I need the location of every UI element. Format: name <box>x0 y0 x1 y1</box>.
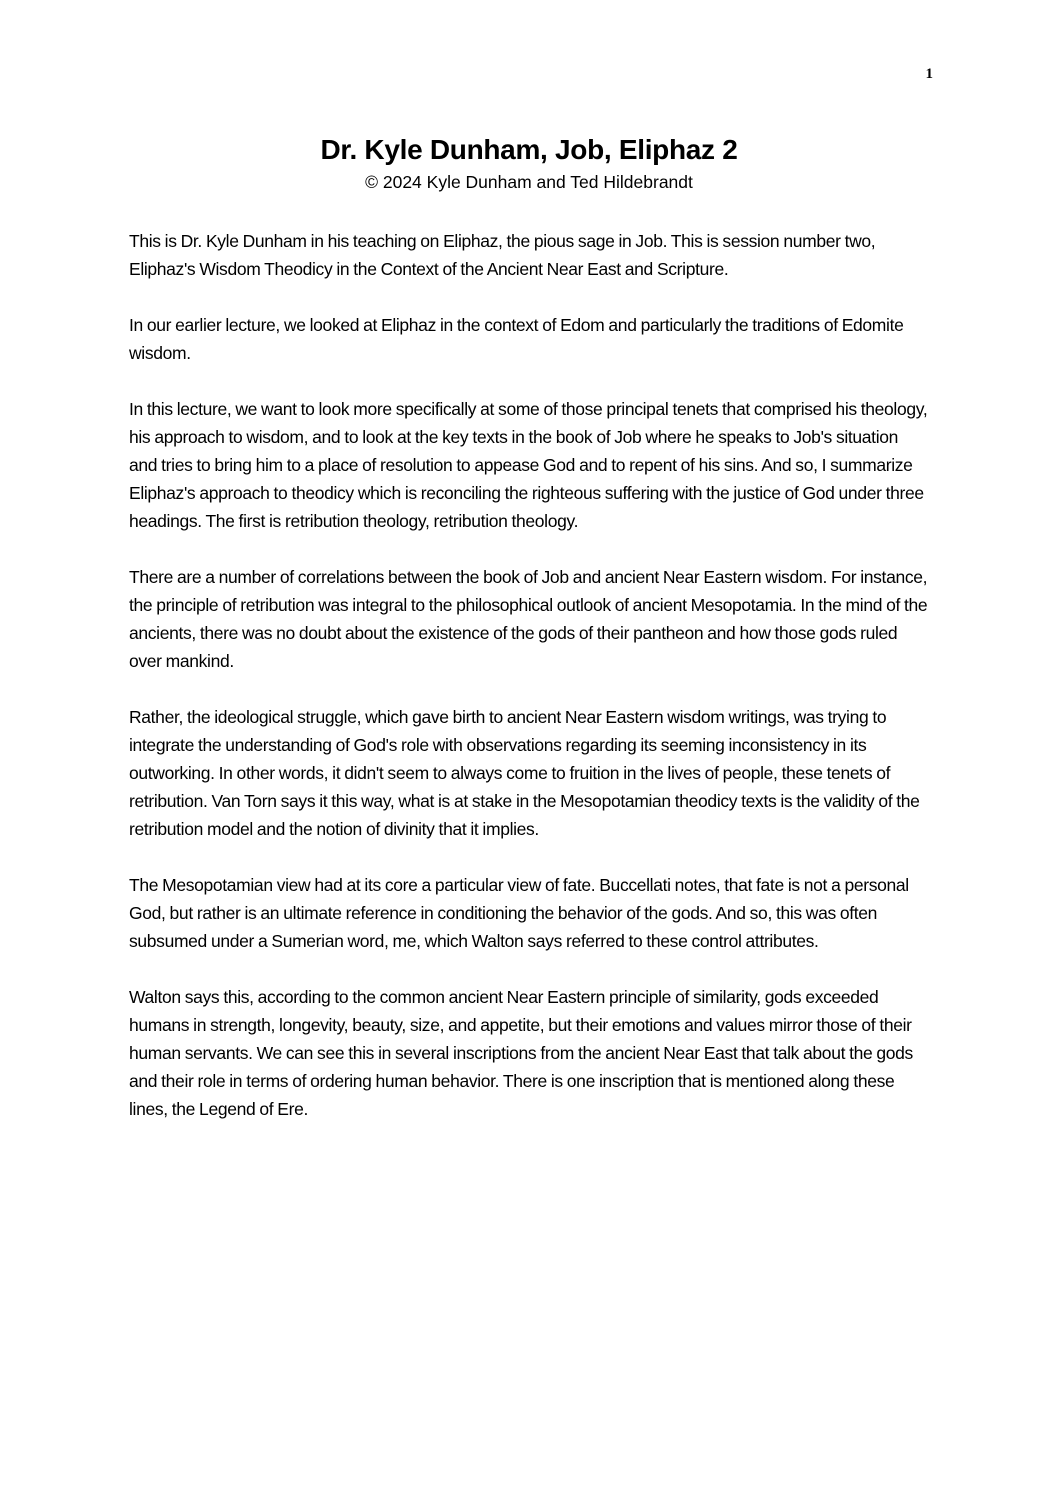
document-body <box>129 227 929 1151</box>
paragraph-correlations: There are a number of correlations between the book of Job and ancient Near Eastern wisdom. For instance, the principle of retribution was integral to the philosophical outlook of ancient Mesopotamia. In the mind of the ancients, there was no doubt about the existence of the gods of their pantheon and how those gods ruled over mankind. <box>129 567 928 671</box>
paragraph-walton: Walton says this, according to the common ancient Near Eastern principle of similarity, gods exceeded humans in strength, longevity, beauty, size, and appetite, but their emotions and values mirror those of their human servants. We can see this in several inscriptions from the ancient Near East that talk about the gods and their role in terms of ordering human behavior. There is one inscription that is mentioned along these lines, the Legend of Ere. <box>129 987 913 1119</box>
page-number: 1 <box>925 66 933 82</box>
document-title: Dr. Kyle Dunham, Job, Eliphaz 2 <box>320 134 738 165</box>
paragraph-intro: This is Dr. Kyle Dunham in his teaching on Eliphaz, the pious sage in Job. This is session number two, Eliphaz's Wisdom Theodicy in the Context of the Ancient Near East and Scripture. <box>129 231 876 279</box>
paragraph-mesopotamian-view: The Mesopotamian view had at its core a particular view of fate. Buccellati notes, that fate is not a personal God, but rather is an ultimate reference in conditioning the behavior of the gods. And so, this was often subsumed under a Sumerian word, me, which Walton says referred to these control attributes. <box>129 875 909 951</box>
paragraph-this-lecture: In this lecture, we want to look more specifically at some of those principal tenets that comprised his theology, his approach to wisdom, and to look at the key texts in the book of Job where he speaks to Job's situation and tries to bring him to a place of resolution to appease God and to repent of his sins. And so, I summarize Eliphaz's approach to theodicy which is reconciling the righteous suffering with the justice of God under three headings. The first is retribution theology, retribution theology. <box>129 399 928 531</box>
paragraph-earlier-lecture: In our earlier lecture, we looked at Eliphaz in the context of Edom and particularly the traditions of Edomite wisdom. <box>129 315 904 363</box>
paragraph-ideological-struggle: Rather, the ideological struggle, which gave birth to ancient Near Eastern wisdom writings, was trying to integrate the understanding of God's role with observations regarding its seeming inconsistency in its outworking. In other words, it didn't seem to always come to fruition in the lives of people, these tenets of retribution. Van Torn says it this way, what is at stake in the Mesopotamian theodicy texts is the validity of the retribution model and the notion of divinity that it implies. <box>129 707 920 839</box>
copyright-line: © 2024 Kyle Dunham and Ted Hildebrandt <box>365 172 693 192</box>
